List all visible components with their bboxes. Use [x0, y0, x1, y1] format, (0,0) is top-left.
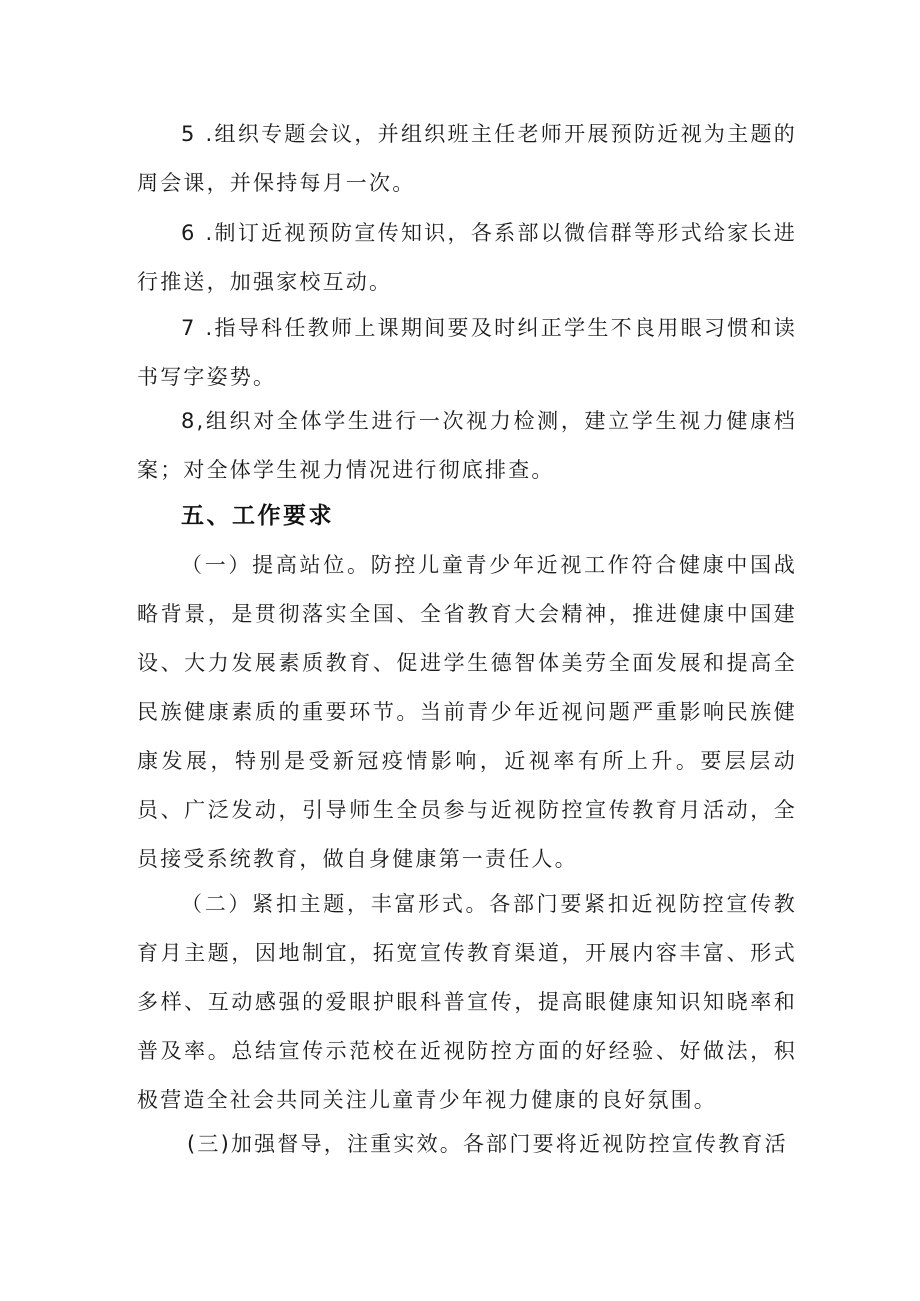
- requirement-3-paragraph: (三)加强督导，注重实效。各部门要将近视防控宣传教育活: [187, 1132, 788, 1156]
- requirement-2-paragraph: （二）紧扣主题，丰富形式。各部门要紧扣近视防控宣传教育月主题，因地制宜，拓宽宣传教育渠道，开展内容丰富、形式多样、互动感强的爱眼护眼科普宣传，提高眼健康知识知晓率和普及率。总结宣传示范校在近视防控方面的好经验、好做法，积极营造全社会共同关注儿童青少年视力健康的良好氛围。: [137, 892, 797, 1112]
- item-7-paragraph: 7 .指导科任教师上课期间要及时纠正学生不良用眼习惯和读书写字姿势。: [137, 316, 797, 389]
- section-heading: 五、工作要求: [181, 503, 334, 529]
- item-8-paragraph: 8,组织对全体学生进行一次视力检测，建立学生视力健康档案；对全体学生视力情况进行彻底排查。: [137, 409, 797, 482]
- requirement-1-paragraph: （一）提高站位。防控儿童青少年近视工作符合健康中国战略背景，是贯彻落实全国、全省教育大会精神，推进健康中国建设、大力发展素质教育、促进学生德智体美劳全面发展和提高全民族健康素质的重要环节。当前青少年近视问题严重影响民族健康发展，特别是受新冠疫情影响，近视率有所上升。要层层动员、广泛发动，引导师生全员参与近视防控宣传教育月活动，全员接受系统教育，做自身健康第一责任人。: [137, 553, 797, 871]
- item-6-paragraph: 6 .制订近视预防宣传知识，各系部以微信群等形式给家长进行推送，加强家校互动。: [137, 221, 797, 294]
- item-5-paragraph: 5 .组织专题会议，并组织班主任老师开展预防近视为主题的周会课，并保持每月一次。: [137, 122, 797, 195]
